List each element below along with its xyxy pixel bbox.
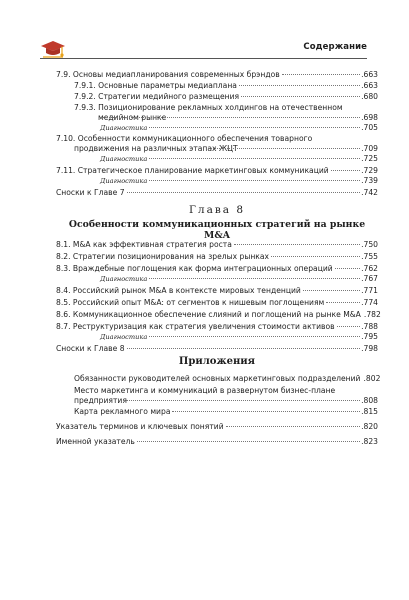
toc-entry: 8.1. M&A как эффективная стратегия роста .750	[56, 240, 378, 249]
toc-diagnostics: Диагностика .705	[100, 123, 378, 132]
toc-entry: 8.3. Враждебные поглощения как форма интеграционных операций .762	[56, 264, 378, 273]
toc-entry: Сноски к Главе 7 .742	[56, 188, 378, 197]
toc-entry: Указатель терминов и ключевых понятий .820	[56, 422, 378, 431]
toc-diagnostics: Диагностика .795	[100, 332, 378, 341]
toc-entry: 7.9. Основы медиапланирования современных брэндов .663	[56, 70, 378, 79]
toc-entry: Обязанности руководителей основных маркетинговых подразделений .802	[74, 374, 381, 383]
toc-entry: Именной указатель .823	[56, 437, 378, 446]
page-section-title: Содержание	[303, 42, 367, 52]
page-header	[40, 38, 367, 60]
chapter-title: Особенности коммуникационных стратегий на рынке M&A	[68, 219, 366, 241]
toc-diagnostics: Диагностика .725	[100, 154, 378, 163]
toc-entry: Сноски к Главе 8 .798	[56, 344, 378, 353]
toc-entry: Карта рекламного мира .815	[74, 407, 378, 416]
graduation-cap-logo	[40, 38, 66, 60]
toc-entry: 8.2. Стратегии позиционирования на зрелых рынках .755	[56, 252, 378, 261]
toc-entry: 7.10. Особенности коммуникационного обеспечения товарного продвижения на различных этапах ЖЦТ .709	[56, 134, 378, 153]
appendix-title: Приложения	[178, 356, 256, 367]
toc-entry: 8.6. Коммуникационное обеспечение слияний и поглощений на рынке M&A .782	[56, 310, 381, 319]
toc-entry: 7.9.1. Основные параметры медиаплана .663	[74, 81, 378, 90]
header-rule	[40, 58, 367, 59]
toc-entry: 8.7. Реструктуризация как стратегия увеличения стоимости активов .788	[56, 322, 378, 331]
toc-entry: 8.4. Российский рынок M&A в контексте мировых тенденций .771	[56, 286, 378, 295]
toc-entry: Место маркетинга и коммуникаций в развернутом бизнес-плане предприятия .808	[74, 386, 378, 405]
toc-entry: 7.11. Стратегическое планирование маркетинговых коммуникаций .729	[56, 166, 378, 175]
toc-entry: 7.9.2. Стратегии медийного размещения .680	[74, 92, 378, 101]
toc-diagnostics: Диагностика .739	[100, 176, 378, 185]
chapter-label: Глава 8	[188, 204, 246, 216]
toc-entry: 8.5. Российский опыт M&A: от сегментов к нишевым поглощениям .774	[56, 298, 378, 307]
toc-diagnostics: Диагностика .767	[100, 274, 378, 283]
toc-entry: 7.9.3. Позиционирование рекламных холдингов на отечественном медийном рынке .698	[74, 103, 378, 122]
